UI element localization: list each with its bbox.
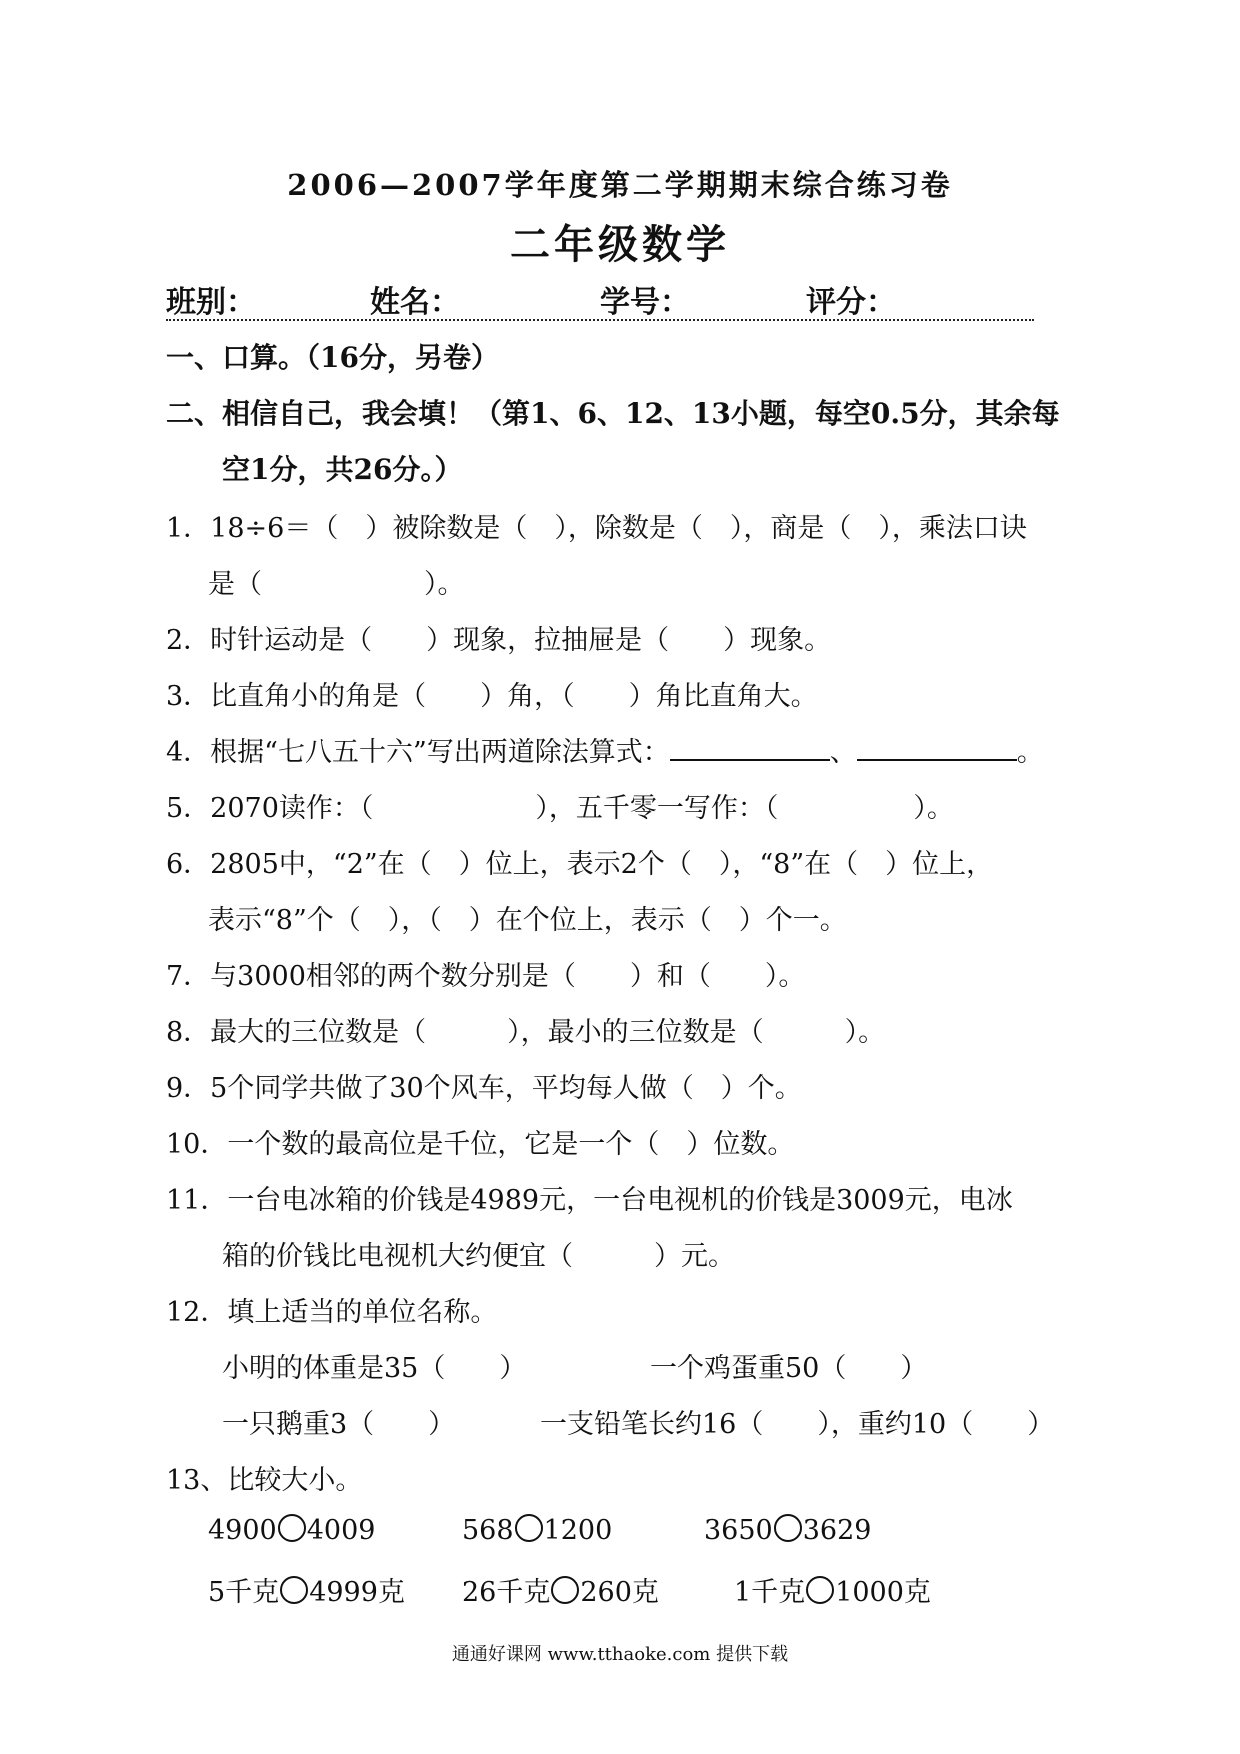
- id-label: 学号：: [600, 285, 690, 320]
- section-2-title-line2: 空1分，共26分。）: [222, 453, 463, 486]
- question-12-item-b: 一个鸡蛋重50（ ）: [650, 1353, 928, 1384]
- question-12-item-a: 小明的体重是35（ ）: [222, 1353, 527, 1384]
- compare-circle[interactable]: [280, 1576, 308, 1604]
- question-4-separator: 、: [829, 737, 857, 768]
- question-1-line2: 是（ ）。: [208, 569, 465, 600]
- question-10: 10．一个数的最高位是千位，它是一个（ ）位数。: [166, 1129, 795, 1160]
- class-label: 班别：: [166, 285, 256, 320]
- compare-right: 4999克: [309, 1577, 405, 1608]
- student-info-bar: [166, 277, 1034, 321]
- compare-right: 4009: [306, 1515, 376, 1546]
- compare-right: 1000克: [835, 1577, 931, 1608]
- question-4: [166, 730, 1044, 769]
- compare-item: [462, 1514, 612, 1546]
- compare-left: 5千克: [208, 1577, 280, 1608]
- footer-source: 通通好课网 www.tthaoke.com 提供下载: [451, 1644, 789, 1665]
- question-6-line2: 表示“8”个（ ），（ ）在个位上，表示（ ）个一。: [208, 905, 847, 936]
- question-2: 2．时针运动是（ ）现象，拉抽屉是（ ）现象。: [166, 625, 832, 656]
- compare-item: [462, 1570, 659, 1609]
- question-1-line1: 1．18÷6＝（ ）被除数是（ ），除数是（ ），商是（ ），乘法口诀: [166, 513, 1027, 544]
- question-12-title: 12．填上适当的单位名称。: [166, 1297, 498, 1328]
- section-1-title: 一、口算。（16分，另卷）: [166, 341, 499, 374]
- question-4-prefix: 4．根据“七八五十六”写出两道除法算式：: [166, 737, 670, 768]
- compare-circle[interactable]: [278, 1514, 306, 1542]
- question-7: 7．与3000相邻的两个数分别是（ ）和（ ）。: [166, 961, 806, 992]
- compare-left: 3650: [704, 1515, 773, 1546]
- question-3: 3．比直角小的角是（ ）角，（ ）角比直角大。: [166, 681, 818, 712]
- answer-blank-2[interactable]: [857, 733, 1017, 761]
- score-label: 评分：: [806, 285, 896, 320]
- subject-title: 二年级数学: [510, 221, 730, 268]
- compare-item: [734, 1570, 931, 1609]
- compare-left: 1千克: [734, 1577, 806, 1608]
- question-12-item-c: 一只鹅重3（ ）: [222, 1409, 456, 1440]
- compare-right: 260克: [580, 1577, 659, 1608]
- compare-item: [208, 1570, 405, 1609]
- compare-right: 1200: [543, 1515, 613, 1546]
- compare-left: 568: [462, 1515, 514, 1546]
- section-2-title-line1: 二、相信自己，我会填！（第1、6、12、13小题，每空0.5分，其余每: [166, 397, 1060, 430]
- answer-blank-1[interactable]: [670, 733, 830, 761]
- compare-item: [208, 1514, 375, 1546]
- question-13-title: 13、比较大小。: [166, 1465, 363, 1496]
- question-11-line1: 11．一台电冰箱的价钱是4989元，一台电视机的价钱是3009元，电冰: [166, 1185, 1013, 1216]
- question-12-item-d: 一支铅笔长约16（ ），重约10（ ）: [540, 1409, 1055, 1440]
- question-6-line1: 6．2805中，“2”在（ ）位上，表示2个（ ），“8”在（ ）位上，: [166, 849, 994, 880]
- question-8: 8．最大的三位数是（ ），最小的三位数是（ ）。: [166, 1017, 886, 1048]
- compare-right: 3629: [802, 1515, 872, 1546]
- question-11-line2: 箱的价钱比电视机大约便宜（ ）元。: [222, 1241, 735, 1272]
- compare-circle[interactable]: [515, 1514, 543, 1542]
- compare-left: 26千克: [462, 1577, 551, 1608]
- compare-item: [704, 1514, 871, 1546]
- compare-circle[interactable]: [774, 1514, 802, 1542]
- exam-title: 2006—2007学年度第二学期期末综合练习卷: [287, 168, 953, 202]
- compare-circle[interactable]: [806, 1576, 834, 1604]
- compare-circle[interactable]: [551, 1576, 579, 1604]
- name-label: 姓名：: [370, 285, 460, 320]
- question-9: 9．5个同学共做了30个风车，平均每人做（ ）个。: [166, 1073, 802, 1104]
- compare-left: 4900: [208, 1515, 277, 1546]
- question-4-end: 。: [1016, 737, 1044, 768]
- question-5: 5．2070读作：（ ），五千零一写作：（ ）。: [166, 793, 954, 824]
